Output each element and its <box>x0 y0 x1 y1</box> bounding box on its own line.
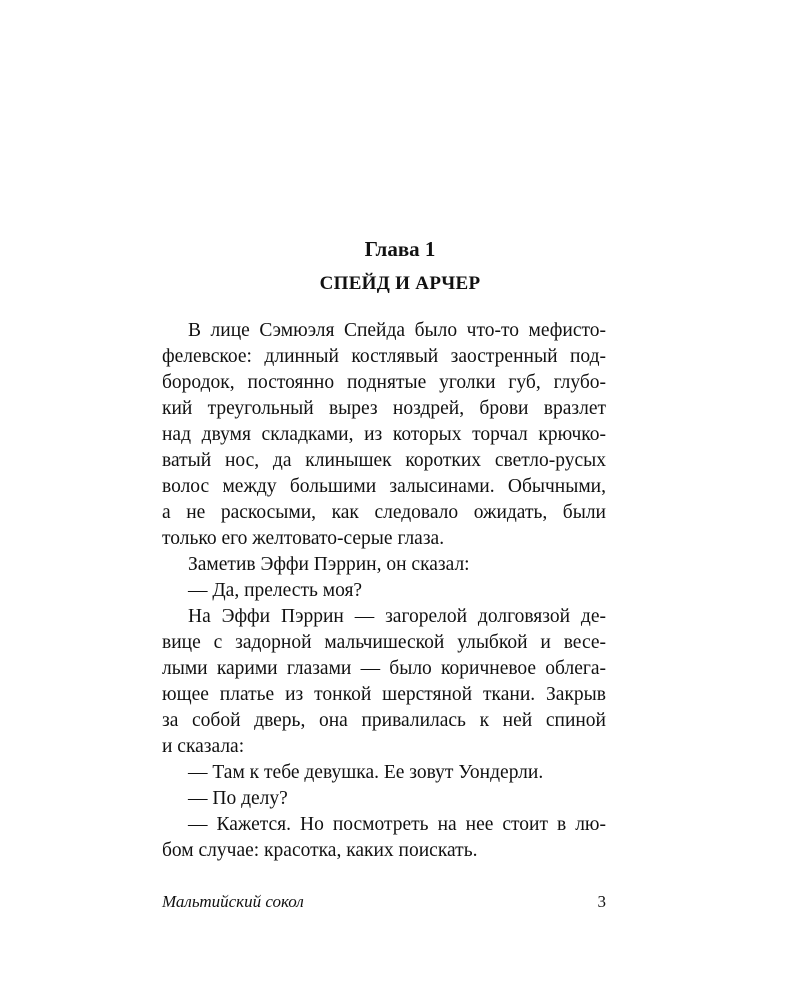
text-line: только его желтовато-серые глаза. <box>162 528 445 549</box>
chapter-body-text <box>162 318 606 864</box>
paragraph <box>162 552 606 578</box>
text-line: — По делу? <box>188 788 288 809</box>
text-line: кий треугольный вырез ноздрей, брови вразлет <box>162 398 606 419</box>
text-line: Заметив Эффи Пэррин, он сказал: <box>188 554 470 575</box>
paragraph <box>162 578 606 604</box>
text-line: фелевское: длинный костлявый заостренный под- <box>162 346 606 367</box>
text-line: волос между большими залысинами. Обычными, <box>162 476 606 497</box>
text-line: ющее платье из тонкой шерстяной ткани. Закрыв <box>162 684 606 705</box>
text-line: ватый нос, да клинышек коротких светло-русых <box>162 450 606 471</box>
text-line: На Эффи Пэррин — загорелой долговязой де- <box>188 606 606 627</box>
text-line: В лице Сэмюэля Спейда было что-то мефисто- <box>188 320 606 341</box>
text-line: бородок, постоянно поднятые уголки губ, глубо- <box>162 372 606 393</box>
text-line: а не раскосыми, как следовало ожидать, были <box>162 502 606 523</box>
text-line: над двумя складками, из которых торчал крючко- <box>162 424 606 445</box>
text-line: — Да, прелесть моя? <box>188 580 363 601</box>
paragraph <box>162 318 606 552</box>
text-line: — Кажется. Но посмотреть на нее стоит в лю- <box>188 814 606 835</box>
page-number: 3 <box>597 892 606 911</box>
text-line: бом случае: красотка, каких поискать. <box>162 840 478 861</box>
text-line: и сказала: <box>162 736 245 757</box>
text-line: лыми карими глазами — было коричневое облега- <box>162 658 606 679</box>
paragraph <box>162 604 606 760</box>
chapter-title: СПЕЙД И АРЧЕР <box>319 273 481 294</box>
page-footer <box>162 890 606 914</box>
paragraph <box>162 812 606 864</box>
text-line: — Там к тебе девушка. Ее зовут Уондерли. <box>188 762 544 783</box>
chapter-number: Глава 1 <box>364 237 436 261</box>
running-footer-book-title: Мальтийский сокол <box>162 892 304 911</box>
text-line: вице с задорной мальчишеской улыбкой и весе- <box>162 632 606 653</box>
text-line: за собой дверь, она привалилась к ней спиной <box>162 710 606 731</box>
paragraph <box>162 760 606 786</box>
paragraph <box>162 786 606 812</box>
